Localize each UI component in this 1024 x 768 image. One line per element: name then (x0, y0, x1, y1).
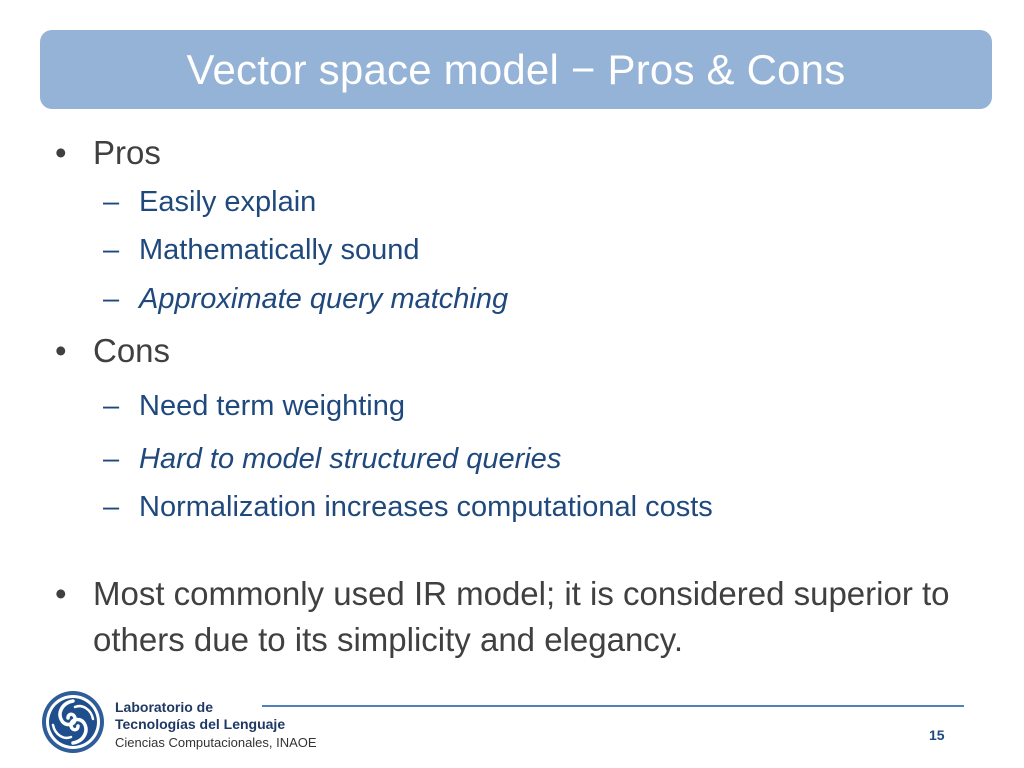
dash: – (103, 186, 120, 218)
footer-institution: Ciencias Computacionales, INAOE (115, 735, 317, 750)
bullet-dot: • (55, 134, 67, 171)
footer-lab-name: Laboratorio de (115, 699, 214, 715)
pros-item-text: Approximate query matching (139, 283, 509, 315)
cons-item-text: Normalization increases computational costs (139, 491, 713, 523)
pros-item-text: Mathematically sound (139, 234, 420, 266)
dash: – (103, 390, 120, 422)
inaoe-lab-logo-icon (40, 689, 106, 755)
bullet-dot: • (55, 332, 67, 369)
dash: – (103, 234, 120, 266)
dash: – (103, 443, 120, 475)
title-bar (40, 30, 992, 109)
summary-text: Most commonly used IR model; it is considered superior to others due to its simplicity and elegancy. (93, 575, 950, 658)
bullet-dot: • (55, 575, 67, 612)
page-number: 15 (929, 727, 945, 743)
cons-item-text: Hard to model structured queries (139, 443, 562, 475)
footer-lab-subtitle: Tecnologías del Lenguaje (115, 716, 286, 732)
dash: – (103, 283, 120, 315)
slide-title: Vector space model − Pros & Cons (186, 45, 846, 93)
pros-label: Pros (93, 134, 161, 171)
cons-item-text: Need term weighting (139, 390, 405, 422)
cons-label: Cons (93, 332, 171, 369)
footer-divider (262, 705, 964, 707)
dash: – (103, 491, 120, 523)
pros-item-text: Easily explain (139, 186, 317, 218)
